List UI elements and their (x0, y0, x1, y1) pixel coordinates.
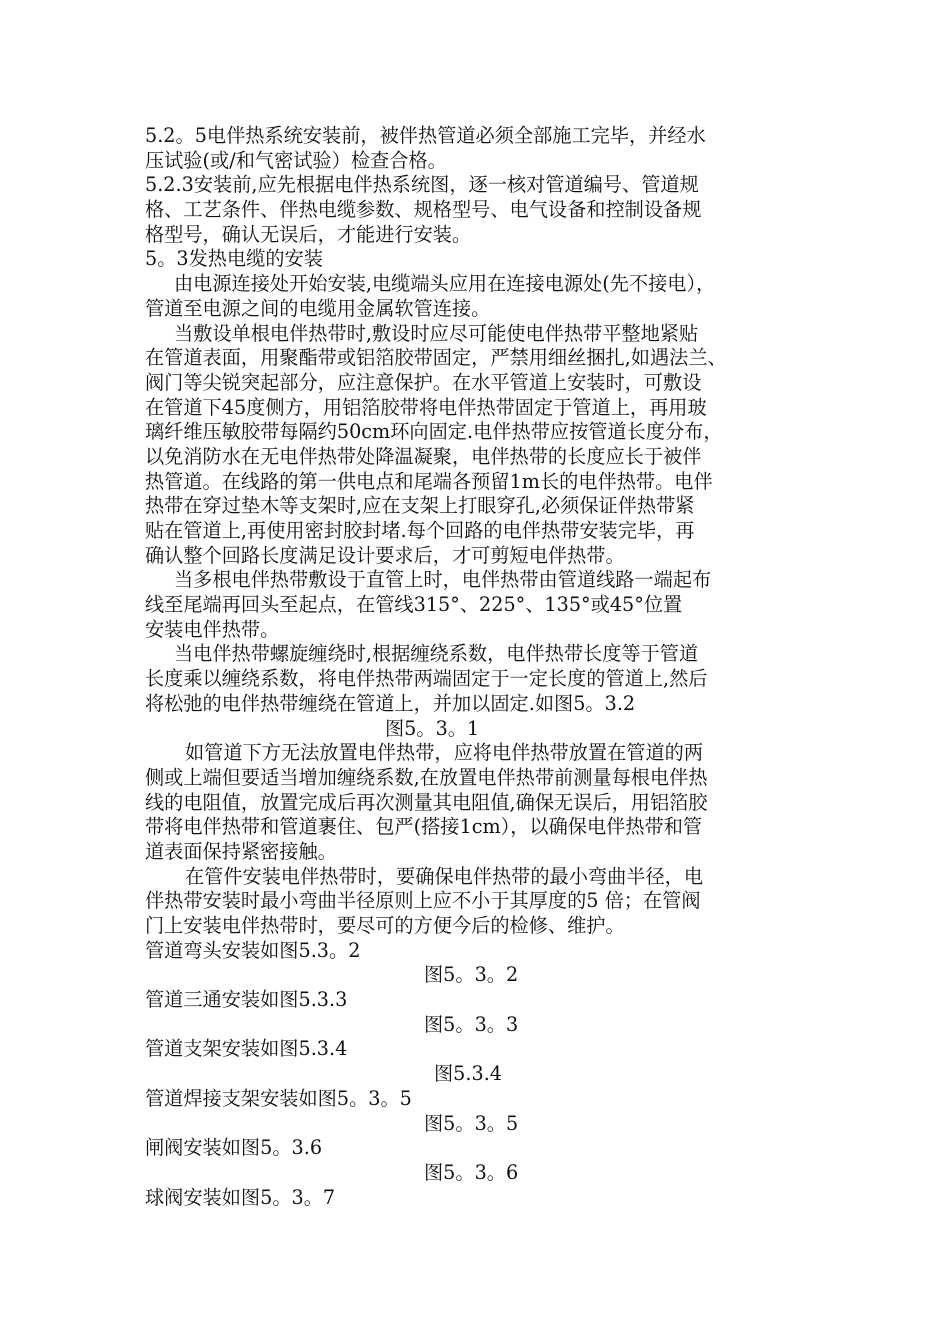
text-line: 5.2.3安装前,应先根据电伴热系统图，逐一核对管道编号、管道规 (145, 173, 699, 197)
text-line: 热管道。在线路的第一供电点和尾端各预留1m长的电伴热带。电伴 (145, 469, 713, 493)
section-heading: 5。3发热电缆的安装 (145, 247, 323, 271)
text-line: 带将电伴热带和管道裹住、包严(搭接1cm），以确保电伴热带和管 (145, 815, 703, 839)
text-line: 格、工艺条件、伴热电缆参数、规格型号、电气设备和控制设备规 (145, 198, 702, 222)
text-line: 璃纤维压敏胶带每隔约50cm环向固定.电伴热带应按管道长度分布， (145, 420, 723, 444)
text-line: 管道支架安装如图5.3.4 (145, 1037, 348, 1061)
text-line: 贴在管道上,再使用密封胶封堵.每个回路的电伴热带安装完毕，再 (145, 519, 695, 542)
text-line: 管道焊接支架安装如图5。3。5 (145, 1086, 412, 1110)
text-line: 管道三通安装如图5.3.3 (145, 988, 348, 1012)
figure-caption: 图5。3。5 (424, 1111, 519, 1135)
text-line: 管道弯头安装如图5.3。2 (145, 938, 361, 962)
text-line: 确认整个回路长度满足设计要求后，才可剪短电伴热带。 (145, 543, 625, 567)
figure-caption: 图5。3。6 (424, 1160, 519, 1184)
text-line: 安装电伴热带。 (145, 617, 280, 641)
text-line: 热带在穿过垫木等支架时,应在支架上打眼穿孔,必须保证伴热带紧 (145, 494, 695, 518)
text-line: 当电伴热带螺旋缠绕时,根据缠绕系数，电伴热带长度等于管道 (174, 642, 699, 666)
document-body (145, 124, 825, 1210)
text-line: 将松弛的电伴热带缠绕在管道上，并加以固定.如图5。3.2 (145, 691, 636, 715)
text-line: 当敷设单根电伴热带时,敷设时应尽可能使电伴热带平整地紧贴 (174, 321, 699, 345)
text-line: 线至尾端再回头至起点，在管线315°、225°、135°或45°位置 (145, 593, 683, 617)
text-line: 门上安装电伴热带时，要尽可的方便今后的检修、维护。 (145, 914, 625, 937)
text-line: 长度乘以缠绕系数，将电伴热带两端固定于一定长度的管道上,然后 (145, 667, 708, 691)
text-line: 格型号，确认无误后，才能进行安装。 (145, 222, 472, 246)
text-line: 在管道下45度侧方，用铝箔胶带将电伴热带固定于管道上，再用玻 (145, 395, 707, 419)
text-line: 闸阀安装如图5。3.6 (145, 1136, 323, 1160)
text-line: 当多根电伴热带敷设于直管上时，电伴热带由管道线路一端起布 (174, 568, 712, 592)
text-line: 在管件安装电伴热带时，要确保电伴热带的最小弯曲半径，电 (185, 864, 704, 888)
text-line: 管道至电源之间的电缆用金属软管连接。 (145, 296, 491, 320)
text-line: 侧或上端但要适当增加缠绕系数,在放置电伴热带前测量每根电伴热 (145, 765, 708, 789)
text-line: 伴热带安装时最小弯曲半径原则上应不小于其厚度的5 倍；在管阀 (145, 889, 701, 913)
text-line: 压试验(或/和气密试验）检查合格。 (145, 148, 447, 172)
figure-caption: 图5。3。2 (424, 963, 519, 987)
text-line: 线的电阻值，放置完成后再次测量其电阻值,确保无误后，用铝箔胶 (145, 790, 708, 814)
text-line: 5.2。5电伴热系统安装前，被伴热管道必须全部施工完毕，并经水 (145, 124, 706, 147)
figure-caption: 图5。3。1 (385, 716, 480, 740)
text-line: 阀门等尖锐突起部分，应注意保护。在水平管道上安装时，可敷设 (145, 370, 702, 394)
text-line: 以免消防水在无电伴热带处降温凝聚，电伴热带的长度应长于被伴 (145, 444, 702, 468)
figure-caption: 图5。3。3 (424, 1012, 519, 1036)
text-line: 如管道下方无法放置电伴热带，应将电伴热带放置在管道的两 (185, 741, 704, 765)
text-line: 由电源连接处开始安装,电缆端头应用在连接电源处(先不接电）， (174, 272, 716, 296)
figure-caption: 图5.3.4 (434, 1062, 503, 1086)
text-line: 道表面保持紧密接触。 (145, 839, 337, 863)
text-line: 球阀安装如图5。3。7 (145, 1185, 336, 1209)
text-line: 在管道表面，用聚酯带或铝箔胶带固定，严禁用细丝捆扎,如遇法兰、 (145, 346, 727, 370)
